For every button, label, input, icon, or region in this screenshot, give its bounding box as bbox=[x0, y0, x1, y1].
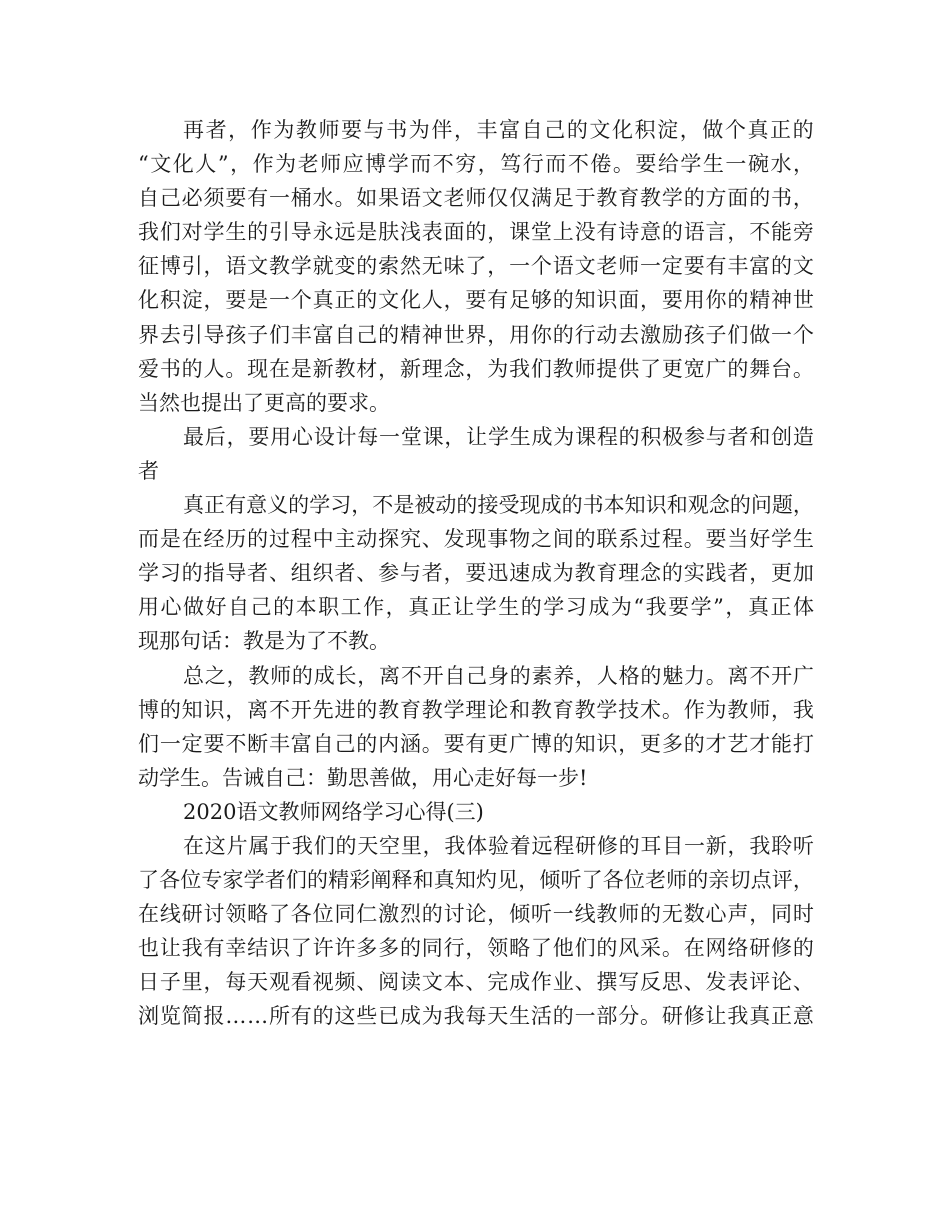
text-line: 征 博 引 ， 语 文 教 学 就 变 的 索 然 无 味 了 ， 一 个 语 文 老 师 一 定 要 有 丰 富 的 文 bbox=[138, 254, 814, 279]
text-line: 总 之 ， 教 师 的 成 长 ， 离 不 开 自 己 身 的 素 养 ， 人 格 的 魅 力 。 离 不 开 广 bbox=[183, 663, 814, 688]
text-line: 当然也提出了更高的要求。 bbox=[138, 390, 390, 415]
text-line: 而 是 在 经 历 的 过 程 中 主 动 探 究 、 发 现 事 物 之 间 的 联 系 过 程 。 要 当 好 学 生 bbox=[138, 527, 814, 552]
text-line: 自 己 必 须 要 有 一 桶 水 。 如 果 语 文 老 师 仅 仅 满 足 于 教 育 教 学 的 方 面 的 书 ， bbox=[138, 186, 814, 211]
text-line: 也 让 我 有 幸 结 识 了 许 许 多 多 的 同 行 ， 领 略 了 他 们 的 风 采 。 在 网 络 研 修 的 bbox=[138, 936, 814, 961]
text-line: 真 正 有 意 义 的 学 习 ， 不 是 被 动 的 接 受 现 成 的 书 本 知 识 和 观 念 的 问 题 ， bbox=[183, 493, 814, 518]
text-line: 最 后 ， 要 用 心 设 计 每 一 堂 课 ， 让 学 生 成 为 课 程 的 积 极 参 与 者 和 创 造 bbox=[183, 424, 814, 449]
text-line: 动学生。告诫自己：勤思善做，用心走好每一步! bbox=[138, 765, 588, 790]
text-line: 现那句话：教是为了不教。 bbox=[138, 629, 390, 654]
text-line: 在 线 研 讨 领 略 了 各 位 同 仁 激 烈 的 讨 论 ， 倾 听 一 线 教 师 的 无 数 心 声 ， 同 时 bbox=[138, 902, 814, 927]
text-line: 日 子 里 ， 每 天 观 看 视 频 、 阅 读 文 本 、 完 成 作 业 、 撰 写 反 思 、 发 表 评 论 、 bbox=[138, 970, 814, 995]
text-line: 爱 书 的 人 。 现 在 是 新 教 材 ， 新 理 念 ， 为 我 们 教 师 提 供 了 更 宽 广 的 舞 台 。 bbox=[138, 356, 814, 381]
text-line: 浏 览 简 报 … … 所 有 的 这 些 已 成 为 我 每 天 生 活 的 一 部 分 。 研 修 让 我 真 正 意 bbox=[138, 1004, 814, 1029]
text-line: 在 这 片 属 于 我 们 的 天 空 里 ， 我 体 验 着 远 程 研 修 的 耳 目 一 新 ， 我 聆 听 bbox=[183, 833, 814, 858]
text-line: 了 各 位 专 家 学 者 们 的 精 彩 阐 释 和 真 知 灼 见 ， 倾 听 了 各 位 老 师 的 亲 切 点 评 ， bbox=[138, 868, 814, 893]
text-line: 化 积 淀 ， 要 是 一 个 真 正 的 文 化 人 ， 要 有 足 够 的 知 识 面 ， 要 用 你 的 精 神 世 bbox=[138, 288, 814, 313]
text-line: 用 心 做 好 自 己 的 本 职 工 作 ， 真 正 让 学 生 的 学 习 成 为 “ 我 要 学 ” ， 真 正 体 bbox=[138, 595, 814, 620]
text-line: 学 习 的 指 导 者 、 组 织 者 、 参 与 者 ， 要 迅 速 成 为 教 育 理 念 的 实 践 者 ， 更 加 bbox=[138, 561, 814, 586]
text-line: 们 一 定 要 不 断 丰 富 自 己 的 内 涵 。 要 有 更 广 博 的 知 识 ， 更 多 的 才 艺 才 能 打 bbox=[138, 731, 814, 756]
text-line: 者 bbox=[138, 458, 159, 483]
body-text bbox=[138, 113, 814, 1034]
text-line: 再 者 ， 作 为 教 师 要 与 书 为 伴 ， 丰 富 自 己 的 文 化 积 淀 ， 做 个 真 正 的 bbox=[183, 118, 814, 142]
section-heading: 2020语文教师网络学习心得(三) bbox=[183, 799, 484, 824]
text-line: 博 的 知 识 ， 离 不 开 先 进 的 教 育 教 学 理 论 和 教 育 教 学 技 术 。 作 为 教 师 ， 我 bbox=[138, 697, 814, 722]
text-line: 我 们 对 学 生 的 引 导 永 远 是 肤 浅 表 面 的 ， 课 堂 上 没 有 诗 意 的 语 言 ， 不 能 旁 bbox=[138, 220, 814, 245]
text-line: “ 文 化 人 ” ， 作 为 老 师 应 博 学 而 不 穷 ， 笃 行 而 不 倦 。 要 给 学 生 一 碗 水 ， bbox=[138, 152, 814, 177]
text-line: 界 去 引 导 孩 子 们 丰 富 自 己 的 精 神 世 界 ， 用 你 的 行 动 去 激 励 孩 子 们 做 一 个 bbox=[138, 322, 814, 347]
